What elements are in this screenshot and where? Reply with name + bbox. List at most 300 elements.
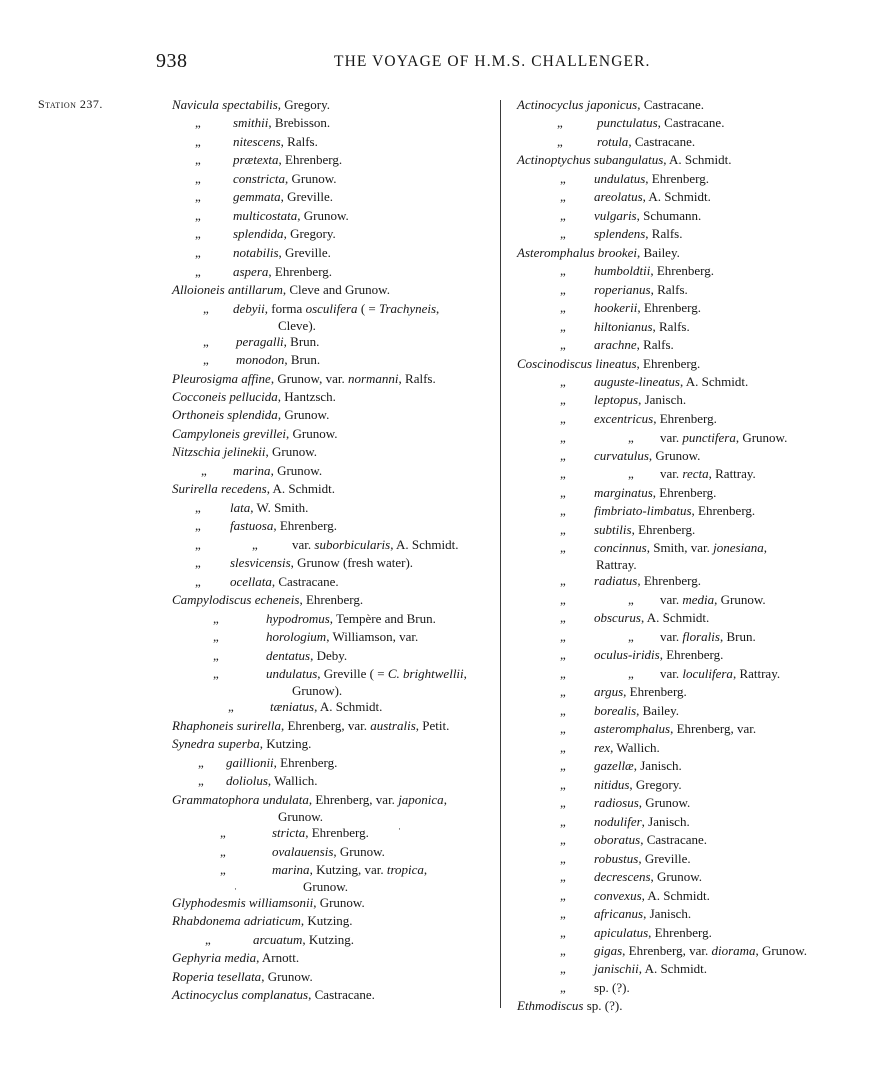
authority: , Janisch. bbox=[638, 392, 687, 407]
species-name: jelinekii bbox=[223, 444, 266, 459]
genus-name: Rhaphoneis bbox=[172, 718, 234, 733]
genus-name: Orthoneis bbox=[172, 407, 224, 422]
authority: , Cleve and Grunow. bbox=[282, 282, 390, 297]
taxon-entry: „ splendens, Ralfs. bbox=[560, 226, 683, 241]
species-name: hookerii bbox=[594, 300, 638, 315]
authority: , Rattray. bbox=[732, 666, 781, 681]
authority: , Grunow. bbox=[285, 171, 337, 186]
authority: , A. Schmidt. bbox=[314, 699, 383, 714]
authority: , Grunow. bbox=[285, 426, 338, 441]
taxon-entry: „ robustus, Greville. bbox=[560, 851, 691, 866]
taxon-entry: „ gazellæ, Janisch. bbox=[560, 758, 682, 773]
species-name: monodon bbox=[236, 352, 285, 367]
authority: , Kutzing. bbox=[259, 736, 312, 751]
genus-name: Gephyria bbox=[172, 950, 222, 965]
species-name: marginatus bbox=[594, 485, 653, 500]
taxon-entry: „ smithii, Brebisson. bbox=[195, 115, 331, 130]
taxon-entry: „ asteromphalus, Ehrenberg, var. bbox=[560, 721, 757, 736]
species-name: slesvicensis bbox=[230, 555, 291, 570]
authority: , bbox=[443, 792, 447, 807]
taxon-entry: „ splendida, Gregory. bbox=[195, 226, 336, 241]
species-name: nitidus bbox=[594, 777, 630, 792]
entry-continuation: Rattray. bbox=[596, 557, 637, 572]
authority: var. bbox=[660, 629, 683, 644]
genus-name: Glyphodesmis bbox=[172, 895, 246, 910]
taxon-entry: „ peragalli, Brun. bbox=[203, 334, 320, 349]
taxon-entry bbox=[172, 389, 336, 405]
authority: , Williamson, var. bbox=[326, 629, 419, 644]
taxon-entry: „ convexus, A. Schmidt. bbox=[560, 888, 710, 903]
species-name: nodulifer bbox=[594, 814, 642, 829]
taxon-entry: „ radiosus, Grunow. bbox=[560, 795, 691, 810]
authority: , Janisch. bbox=[641, 814, 690, 829]
authority: , Grunow. bbox=[277, 407, 330, 422]
species-name: nitescens bbox=[233, 134, 281, 149]
authority: , Castracane. bbox=[271, 574, 339, 589]
authority: , Castracane. bbox=[628, 134, 696, 149]
species-name: surirella bbox=[236, 718, 281, 733]
variety-name: osculifera bbox=[305, 301, 358, 316]
authority: , Ehrenberg. bbox=[652, 485, 717, 500]
species-name: curvatulus bbox=[594, 448, 649, 463]
taxon-entry: „ multicostata, Grunow. bbox=[195, 208, 349, 223]
taxon-entry: „ auguste-lineatus, A. Schmidt. bbox=[560, 374, 749, 389]
authority: , Janisch. bbox=[633, 758, 682, 773]
variety-name: jonesiana bbox=[713, 540, 764, 555]
species-name: tæniatus bbox=[270, 699, 315, 714]
taxon-entry: „ argus, Ehrenberg. bbox=[560, 684, 687, 699]
authority: , Grunow. bbox=[638, 795, 691, 810]
variety-name: media bbox=[682, 592, 715, 607]
authority: , Tempère and Brun. bbox=[329, 611, 436, 626]
authority: , Ehrenberg. bbox=[653, 411, 717, 426]
authority: var. bbox=[660, 466, 683, 481]
species-name: rotula bbox=[597, 134, 629, 149]
taxon-entry: „ gemmata, Greville. bbox=[195, 189, 334, 204]
taxon-entry bbox=[517, 998, 622, 1014]
species-name: punctulatus bbox=[597, 115, 658, 130]
taxon-entry: „ roperianus, Ralfs. bbox=[560, 282, 688, 297]
authority: , Ehrenberg. bbox=[637, 300, 701, 315]
species-name: humboldtii bbox=[594, 263, 651, 278]
taxon-entry: „ prætexta, Ehrenberg. bbox=[195, 152, 343, 167]
variety-name: floralis bbox=[682, 629, 720, 644]
authority: , Grunow. bbox=[265, 444, 318, 459]
running-title: THE VOYAGE OF H.M.S. CHALLENGER. bbox=[334, 53, 651, 70]
taxon-entry: „ marina, Kutzing, var. tropica, bbox=[220, 862, 428, 877]
species-name: splendida bbox=[227, 407, 278, 422]
species-name: spectabilis bbox=[222, 97, 278, 112]
authority: , Grunow. bbox=[270, 463, 323, 478]
authority: , Grunow. bbox=[297, 208, 349, 223]
taxon-entry: „ notabilis, Greville. bbox=[195, 245, 331, 260]
taxon-entry: „ tæniatus, A. Schmidt. bbox=[228, 699, 383, 714]
authority: , Rattray. bbox=[708, 466, 756, 481]
taxon-entry: „ janischii, A. Schmidt. bbox=[560, 961, 708, 976]
authority: , A. Schmidt. bbox=[641, 888, 710, 903]
taxon-entry bbox=[172, 736, 311, 752]
taxon-entry: „ marginatus, Ehrenberg. bbox=[560, 485, 717, 500]
species-name: fastuosa bbox=[230, 518, 274, 533]
authority: , Ehrenberg. bbox=[268, 264, 333, 279]
taxon-entry: „ humboldtii, Ehrenberg. bbox=[560, 263, 714, 278]
authority: , A. Schmidt. bbox=[642, 189, 711, 204]
taxon-entry: „ „ var. floralis, Brun. bbox=[560, 629, 756, 644]
authority: , Petit. bbox=[415, 718, 450, 733]
variety-name: loculifera bbox=[682, 666, 733, 681]
taxon-entry: „ arachne, Ralfs. bbox=[560, 337, 674, 352]
taxon-entry: „ radiatus, Ehrenberg. bbox=[560, 573, 701, 588]
taxon-entry: „ nodulifer, Janisch. bbox=[560, 814, 690, 829]
synonym-name: Trachyneis bbox=[378, 301, 437, 316]
authority: , Castracane. bbox=[640, 832, 708, 847]
genus-name: Actinocyclus bbox=[517, 97, 584, 112]
authority: , Kutzing. bbox=[300, 913, 353, 928]
taxon-entry bbox=[172, 792, 447, 808]
taxon-entry: „ rotula, Castracane. bbox=[557, 134, 696, 149]
authority: , A. Schmidt. bbox=[266, 481, 335, 496]
taxon-entry: „ apiculatus, Ehrenberg. bbox=[560, 925, 712, 940]
species-name: oboratus bbox=[594, 832, 641, 847]
genus-name: Surirella bbox=[172, 481, 218, 496]
species-name: robustus bbox=[594, 851, 639, 866]
genus-name: Pleurosigma bbox=[172, 371, 238, 386]
species-name: prætexta bbox=[233, 152, 279, 167]
authority: , Ehrenberg, var. bbox=[622, 943, 712, 958]
species-name: gigas bbox=[594, 943, 623, 958]
species-name: pellucida bbox=[229, 389, 278, 404]
authority: ( = bbox=[357, 301, 379, 316]
taxon-entry bbox=[172, 371, 436, 387]
species-name: areolatus bbox=[594, 189, 643, 204]
genus-name: Nitzschia bbox=[172, 444, 221, 459]
authority: , A. Schmidt. bbox=[638, 961, 708, 976]
taxon-entry: „ „ var. recta, Rattray. bbox=[560, 466, 756, 481]
taxon-entry bbox=[517, 356, 700, 372]
authority: , bbox=[463, 666, 467, 681]
entry-continuation: Grunow. bbox=[278, 809, 324, 824]
species-name: undulata bbox=[262, 792, 309, 807]
authority: , bbox=[763, 540, 767, 555]
genus-name: Asteromphalus bbox=[517, 245, 595, 260]
authority: sp. (?). bbox=[594, 980, 630, 995]
species-name: williamsonii bbox=[248, 895, 314, 910]
taxon-entry bbox=[172, 718, 449, 734]
species-name: rex bbox=[594, 740, 611, 755]
taxon-entry: „ „ var. loculifera, Rattray. bbox=[560, 666, 781, 681]
authority: , Greville. bbox=[638, 851, 691, 866]
species-name: radiatus bbox=[594, 573, 638, 588]
genus-name: Actinoptychus bbox=[517, 152, 591, 167]
authority: , forma bbox=[264, 301, 306, 316]
taxon-entry: „ vulgaris, Schumann. bbox=[560, 208, 702, 223]
species-name: subtilis bbox=[594, 522, 632, 537]
genus-name: Alloioneis bbox=[172, 282, 225, 297]
authority: , Brun. bbox=[283, 334, 320, 349]
authority: , Grunow. bbox=[313, 895, 365, 910]
species-name: adriaticum bbox=[243, 913, 301, 928]
species-name: undulatus bbox=[594, 171, 646, 186]
taxon-entry bbox=[172, 950, 299, 966]
species-name: echeneis bbox=[254, 592, 300, 607]
taxon-entry: „ punctulatus, Castracane. bbox=[557, 115, 725, 130]
authority: , A. Schmidt. bbox=[390, 537, 459, 552]
taxon-entry: „ obscurus, A. Schmidt. bbox=[560, 610, 710, 625]
authority: , Ehrenberg. bbox=[637, 573, 701, 588]
authority: , Grunow. bbox=[261, 969, 313, 984]
species-name: obscurus bbox=[594, 610, 641, 625]
species-name: brookei bbox=[597, 245, 638, 260]
taxon-entry: „ doliolus, Wallich. bbox=[198, 773, 318, 788]
variety-name: punctifera bbox=[682, 430, 736, 445]
species-name: multicostata bbox=[233, 208, 298, 223]
species-name: gazellæ bbox=[594, 758, 634, 773]
taxon-entry bbox=[172, 282, 390, 298]
authority: , Greville ( = bbox=[317, 666, 388, 681]
authority: , Greville. bbox=[278, 245, 331, 260]
genus-name: Campyloneis bbox=[172, 426, 240, 441]
taxon-entry: „ gaillionii, Ehrenberg. bbox=[198, 755, 338, 770]
authority: , Gregory. bbox=[629, 777, 682, 792]
species-name: gemmata bbox=[233, 189, 281, 204]
authority: , Ehrenberg. bbox=[273, 518, 337, 533]
variety-name: tropica bbox=[386, 862, 424, 877]
authority: , Wallich. bbox=[267, 773, 318, 788]
authority: , Grunow. bbox=[735, 430, 788, 445]
taxon-entry bbox=[172, 407, 329, 423]
authority: , Ehrenberg. bbox=[623, 684, 687, 699]
authority: , Ehrenberg. bbox=[273, 755, 338, 770]
authority: , Janisch. bbox=[643, 906, 692, 921]
authority: , A. Schmidt. bbox=[640, 610, 710, 625]
authority: , Ralfs. bbox=[636, 337, 674, 352]
authority: , Ralfs. bbox=[652, 319, 690, 334]
species-name: fimbriato-limbatus bbox=[594, 503, 692, 518]
authority: , Ehrenberg. bbox=[305, 825, 369, 840]
authority: , Ehrenberg, var. bbox=[308, 792, 399, 807]
variety-name: normanni bbox=[347, 371, 399, 386]
authority: , A. Schmidt. bbox=[663, 152, 732, 167]
taxon-entry: „ hookerii, Ehrenberg. bbox=[560, 300, 701, 315]
authority: , Ehrenberg. bbox=[648, 925, 712, 940]
authority: , A. Schmidt. bbox=[679, 374, 749, 389]
species-name: antillarum bbox=[227, 282, 283, 297]
species-name: affine bbox=[241, 371, 271, 386]
authority: , Ehrenberg. bbox=[299, 592, 364, 607]
species-name: ocellata bbox=[230, 574, 272, 589]
authority: , Castracane. bbox=[657, 115, 725, 130]
taxon-entry: „ undulatus, Greville ( = C. brightwellii, bbox=[213, 666, 467, 681]
species-name: smithii bbox=[233, 115, 269, 130]
taxon-entry: „ sp. (?). bbox=[560, 980, 630, 995]
taxon-entry bbox=[517, 97, 704, 113]
taxon-entry: „ areolatus, A. Schmidt. bbox=[560, 189, 711, 204]
taxon-entry: „ decrescens, Grunow. bbox=[560, 869, 703, 884]
species-name: complanatus bbox=[241, 987, 309, 1002]
authority: , Hantzsch. bbox=[277, 389, 336, 404]
taxon-entry: „ ovalauensis, Grunow. bbox=[220, 844, 385, 859]
species-name: leptopus bbox=[594, 392, 639, 407]
authority: , Castracane. bbox=[637, 97, 705, 112]
taxon-entry: „ gigas, Ehrenberg, var. diorama, Grunow. bbox=[560, 943, 808, 958]
taxon-entry: „ leptopus, Janisch. bbox=[560, 392, 687, 407]
species-name: marina bbox=[272, 862, 310, 877]
entry-continuation: Grunow). bbox=[292, 683, 343, 698]
authority: , bbox=[423, 862, 428, 877]
page-number: 938 bbox=[156, 50, 188, 72]
variety-name: suborbicularis bbox=[314, 537, 391, 552]
authority: , Ehrenberg, var. bbox=[280, 718, 371, 733]
entry-continuation: Grunow. bbox=[303, 879, 349, 894]
species-name: recedens bbox=[221, 481, 267, 496]
species-name: splendens bbox=[594, 226, 646, 241]
taxon-entry bbox=[172, 444, 317, 460]
authority: , Bailey. bbox=[637, 245, 680, 260]
taxon-entry bbox=[172, 592, 363, 608]
variety-name: diorama bbox=[711, 943, 756, 958]
taxon-entry bbox=[172, 481, 335, 497]
authority: , Ehrenberg, var. bbox=[670, 721, 757, 736]
variety-name: australis bbox=[370, 718, 416, 733]
species-name: decrescens bbox=[594, 869, 651, 884]
taxon-entry bbox=[172, 969, 313, 985]
genus-name: Campylodiscus bbox=[172, 592, 252, 607]
station-label: Station 237. bbox=[38, 97, 103, 111]
column-divider bbox=[500, 100, 501, 1008]
genus-name: Navicula bbox=[172, 97, 219, 112]
authority: , Ehrenberg. bbox=[278, 152, 343, 167]
species-name: lata bbox=[230, 500, 251, 515]
authority: , Grunow. bbox=[333, 844, 385, 859]
taxon-entry bbox=[172, 895, 365, 911]
variety-name: recta bbox=[682, 466, 709, 481]
authority: , Arnott. bbox=[256, 950, 300, 965]
taxon-entry: „ aspera, Ehrenberg. bbox=[195, 264, 333, 279]
species-name: asteromphalus bbox=[594, 721, 671, 736]
taxon-entry: „ nitidus, Gregory. bbox=[560, 777, 682, 792]
taxon-entry bbox=[172, 987, 375, 1003]
species-name: japonicus bbox=[586, 97, 638, 112]
species-name: borealis bbox=[594, 703, 637, 718]
authority: , Ralfs. bbox=[398, 371, 436, 386]
taxon-entry: „ nitescens, Ralfs. bbox=[195, 134, 318, 149]
species-name: janischii bbox=[594, 961, 639, 976]
taxon-entry: „ oculus-iridis, Ehrenberg. bbox=[560, 647, 724, 662]
authority: , Ehrenberg. bbox=[636, 356, 701, 371]
authority: , Grunow. bbox=[714, 592, 766, 607]
authority: , Brun. bbox=[284, 352, 321, 367]
taxon-entry bbox=[172, 97, 330, 113]
taxon-entry: „ excentricus, Ehrenberg. bbox=[560, 411, 717, 426]
taxon-entry: „ arcuatum, Kutzing. bbox=[205, 932, 354, 947]
species-name: hypodromus bbox=[266, 611, 330, 626]
taxon-entry: „ slesvicensis, Grunow (fresh water). bbox=[195, 555, 414, 570]
authority: , Greville. bbox=[280, 189, 334, 204]
species-name: hiltonianus bbox=[594, 319, 653, 334]
authority: , Grunow (fresh water). bbox=[290, 555, 414, 570]
species-name: media bbox=[224, 950, 257, 965]
authority: var. bbox=[660, 592, 683, 607]
taxon-entry: „ debyii, forma osculifera ( = Trachyneis, bbox=[203, 301, 440, 316]
taxon-entry bbox=[172, 913, 353, 929]
taxon-entry: „ marina, Grunow. bbox=[201, 463, 323, 478]
authority: , Brun. bbox=[719, 629, 756, 644]
species-name: marina bbox=[233, 463, 271, 478]
species-name: africanus bbox=[594, 906, 644, 921]
authority: , Wallich. bbox=[610, 740, 660, 755]
authority: , Ehrenberg. bbox=[691, 503, 756, 518]
authority: sp. (?). bbox=[583, 998, 623, 1013]
authority: , Ehrenberg. bbox=[659, 647, 724, 662]
genus-name: Cocconeis bbox=[172, 389, 227, 404]
species-name: stricta bbox=[272, 825, 306, 840]
taxon-entry: „ lata, W. Smith. bbox=[195, 500, 309, 515]
taxon-entry: „ constricta, Grunow. bbox=[195, 171, 337, 186]
authority: , Grunow. bbox=[648, 448, 701, 463]
authority: , Gregory. bbox=[283, 226, 336, 241]
taxon-entry: „ „ var. media, Grunow. bbox=[560, 592, 766, 607]
species-name: subangulatus bbox=[593, 152, 664, 167]
authority: var. bbox=[660, 666, 683, 681]
genus-name: Grammatophora bbox=[172, 792, 260, 807]
species-name: grevillei bbox=[243, 426, 286, 441]
taxon-entry bbox=[517, 245, 680, 261]
taxon-entry bbox=[517, 152, 732, 168]
taxon-entry: „ horologium, Williamson, var. bbox=[213, 629, 419, 644]
taxon-entry: „ curvatulus, Grunow. bbox=[560, 448, 701, 463]
taxon-entry: „ oboratus, Castracane. bbox=[560, 832, 708, 847]
species-name: excentricus bbox=[594, 411, 654, 426]
authority: , Ehrenberg. bbox=[650, 263, 714, 278]
species-name: auguste-lineatus bbox=[594, 374, 680, 389]
authority: , Grunow. bbox=[755, 943, 808, 958]
authority: , Ehrenberg. bbox=[631, 522, 696, 537]
species-name: convexus bbox=[594, 888, 642, 903]
species-name: splendida bbox=[233, 226, 284, 241]
authority: , Schumann. bbox=[636, 208, 702, 223]
authority: , Brebisson. bbox=[268, 115, 331, 130]
species-name: horologium bbox=[266, 629, 327, 644]
authority: , Ralfs. bbox=[645, 226, 683, 241]
species-name: arachne bbox=[594, 337, 637, 352]
authority: , W. Smith. bbox=[250, 500, 309, 515]
taxon-entry: „ fimbriato-limbatus, Ehrenberg. bbox=[560, 503, 756, 518]
taxon-entry: „ subtilis, Ehrenberg. bbox=[560, 522, 696, 537]
species-name: tesellata bbox=[217, 969, 262, 984]
authority: , Smith, var. bbox=[646, 540, 714, 555]
authority: , Deby. bbox=[310, 648, 348, 663]
species-name: concinnus bbox=[594, 540, 647, 555]
authority: , Ehrenberg. bbox=[645, 171, 709, 186]
genus-name: Rhabdonema bbox=[172, 913, 241, 928]
authority: , Bailey. bbox=[636, 703, 679, 718]
taxon-entry: „ concinnus, Smith, var. jonesiana, bbox=[560, 540, 767, 555]
taxon-entry: „ hypodromus, Tempère and Brun. bbox=[213, 611, 436, 626]
taxon-entry: „ dentatus, Deby. bbox=[213, 648, 348, 663]
authority: , Kutzing, var. bbox=[309, 862, 387, 877]
species-name: constricta bbox=[233, 171, 285, 186]
taxon-entry: „ undulatus, Ehrenberg. bbox=[560, 171, 709, 186]
authority: , Ralfs. bbox=[650, 282, 688, 297]
authority: , Grunow, var. bbox=[270, 371, 348, 386]
species-name: lineatus bbox=[595, 356, 637, 371]
genus-name: Ethmodiscus bbox=[517, 998, 584, 1013]
genus-name: Synedra bbox=[172, 736, 215, 751]
species-name: undulatus bbox=[266, 666, 318, 681]
taxon-entry: „ borealis, Bailey. bbox=[560, 703, 679, 718]
taxon-entry: „ fastuosa, Ehrenberg. bbox=[195, 518, 337, 533]
species-name: radiosus bbox=[594, 795, 639, 810]
